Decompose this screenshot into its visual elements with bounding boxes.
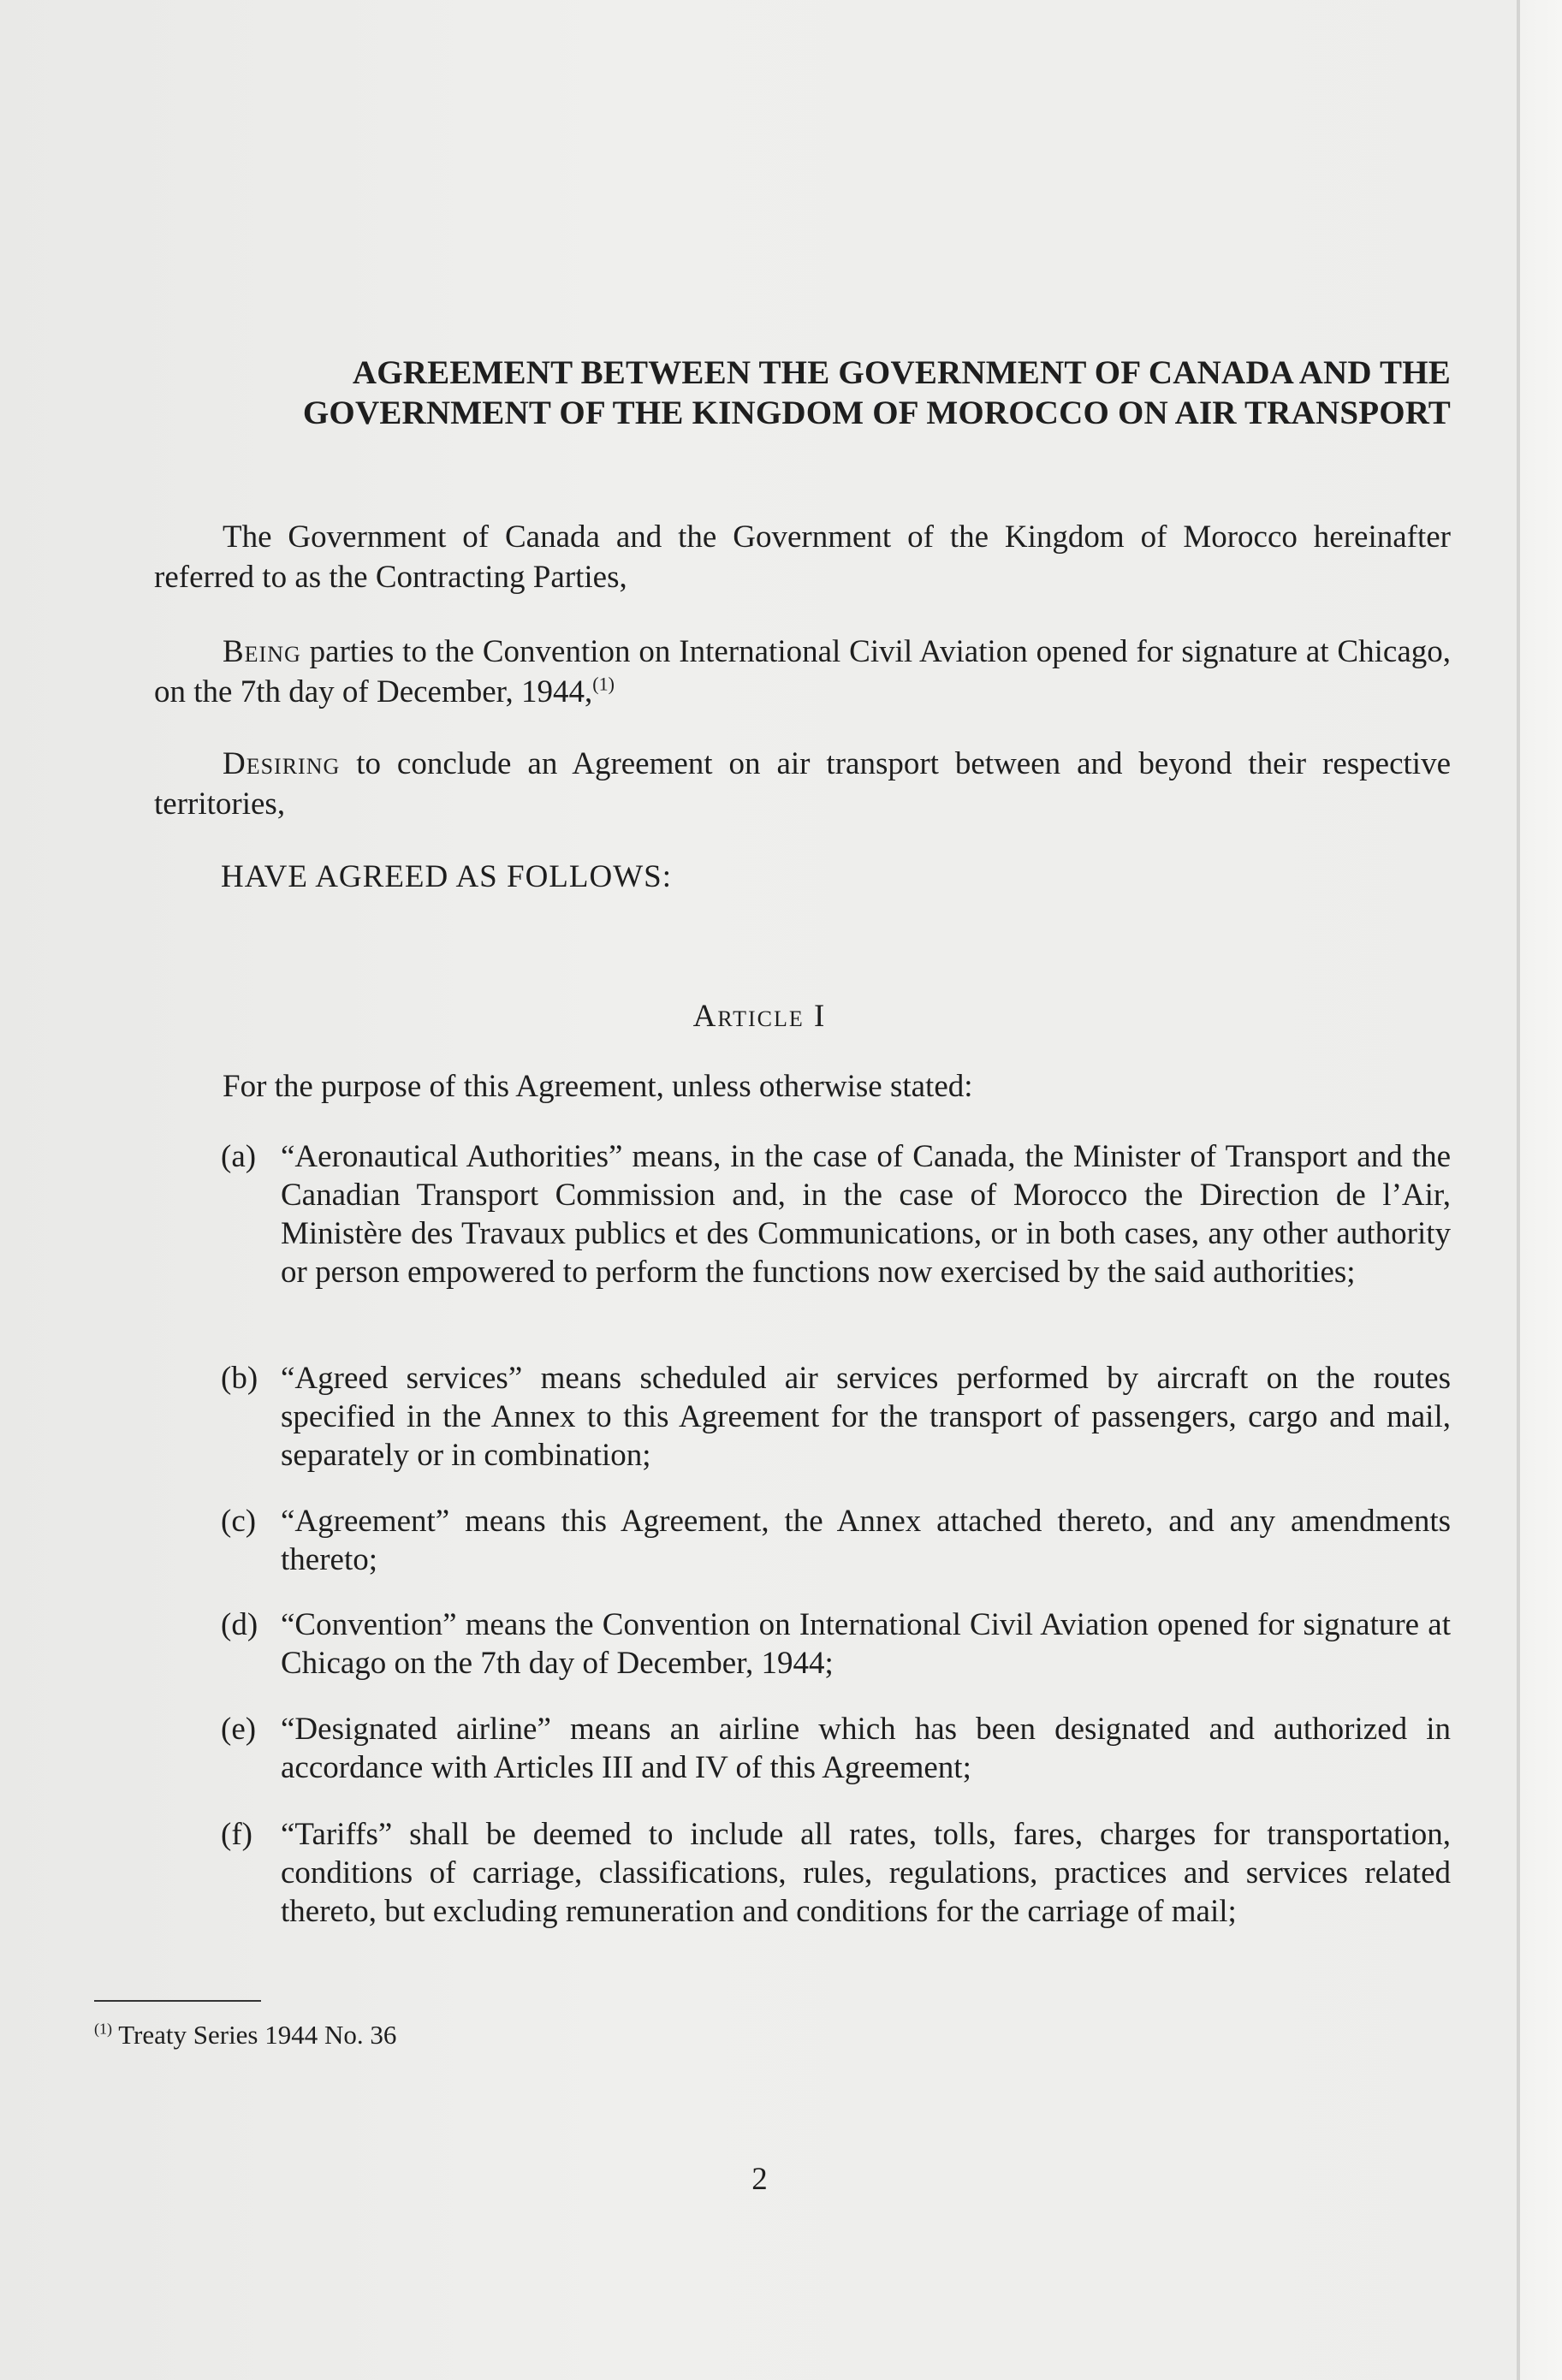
footnote-text: Treaty Series 1944 No. 36 bbox=[112, 2020, 397, 2050]
definition-text: “Tariffs” shall be deemed to include all rates, tolls, fares, charges for transportation, conditions of carriage, classifications, rules, regulations, practices and services related thereto, but excluding remuneration and conditions for the carriage of mail; bbox=[281, 1817, 1451, 1929]
definition-letter: (f) bbox=[221, 1817, 252, 1852]
article-intro: For the purpose of this Agreement, unless otherwise stated: bbox=[223, 1069, 973, 1104]
definition-item bbox=[221, 1605, 1451, 1683]
definition-letter: (d) bbox=[221, 1607, 258, 1642]
footnote-divider bbox=[94, 2000, 261, 2002]
definition-item bbox=[221, 1502, 1451, 1579]
definition-text: “Agreement” means this Agreement, the Annex attached thereto, and any amendments thereto; bbox=[281, 1504, 1451, 1577]
title-line-2: GOVERNMENT OF THE KINGDOM OF MOROCCO ON AIR TRANSPORT bbox=[302, 395, 1451, 431]
definition-letter: (a) bbox=[221, 1139, 257, 1174]
adjacent-page-strip bbox=[1520, 0, 1562, 2380]
definition-text: “Designated airline” means an airline which has been designated and authorized in accordance with Articles III and IV of this Agreement; bbox=[281, 1712, 1451, 1785]
definition-item bbox=[221, 1710, 1451, 1787]
definition-text: “Convention” means the Convention on International Civil Aviation opened for signature at Chicago on the 7th day of December, 1944; bbox=[281, 1607, 1451, 1681]
footnote bbox=[94, 2020, 396, 2051]
definition-text: “Agreed services” means scheduled air services performed by aircraft on the routes specified in the Annex to this Agreement for the transport of passengers, cargo and mail, separately or in combination; bbox=[281, 1361, 1451, 1473]
preamble-paragraph-1: The Government of Canada and the Government of the Kingdom of Morocco hereinafter referred to as the Contracting Parties, bbox=[154, 519, 1451, 595]
definition-letter: (c) bbox=[221, 1504, 257, 1539]
footnote-reference: (1) bbox=[592, 673, 615, 695]
title-line-1: AGREEMENT BETWEEN THE GOVERNMENT OF CANADA AND THE bbox=[352, 354, 1451, 391]
preamble-desiring-text: to conclude an Agreement on air transport between and beyond their respective territories, bbox=[154, 746, 1451, 822]
footnote-mark: (1) bbox=[94, 2020, 112, 2038]
preamble-desiring-lead: Desiring bbox=[223, 746, 341, 781]
article-heading: Article I bbox=[692, 999, 827, 1034]
definition-item bbox=[221, 1815, 1451, 1931]
definition-letter: (b) bbox=[221, 1361, 258, 1396]
preamble-being-lead: Being bbox=[223, 634, 301, 669]
page-number: 2 bbox=[751, 2162, 768, 2197]
preamble-paragraph-3 bbox=[154, 744, 1451, 824]
definition-item bbox=[221, 1137, 1451, 1291]
definition-text: “Aeronautical Authorities” means, in the case of Canada, the Minister of Transport and the Canadian Transport Commission and, in the case of Morocco the Direction de l’Air, Ministère des Travaux publics et des Communications, or in both cases, any other authority or person empowered to perform the functions now exercised by the said authorities; bbox=[281, 1139, 1451, 1290]
definition-letter: (e) bbox=[221, 1712, 257, 1747]
preamble-being-text: parties to the Convention on International Civil Aviation opened for signature at Chicago, on the 7th day of December, 1944, bbox=[154, 634, 1451, 709]
agreement-title bbox=[154, 353, 1451, 433]
agreed-statement: HAVE AGREED AS FOLLOWS: bbox=[221, 859, 672, 894]
preamble-paragraph-2 bbox=[154, 632, 1451, 712]
definition-item bbox=[221, 1359, 1451, 1475]
